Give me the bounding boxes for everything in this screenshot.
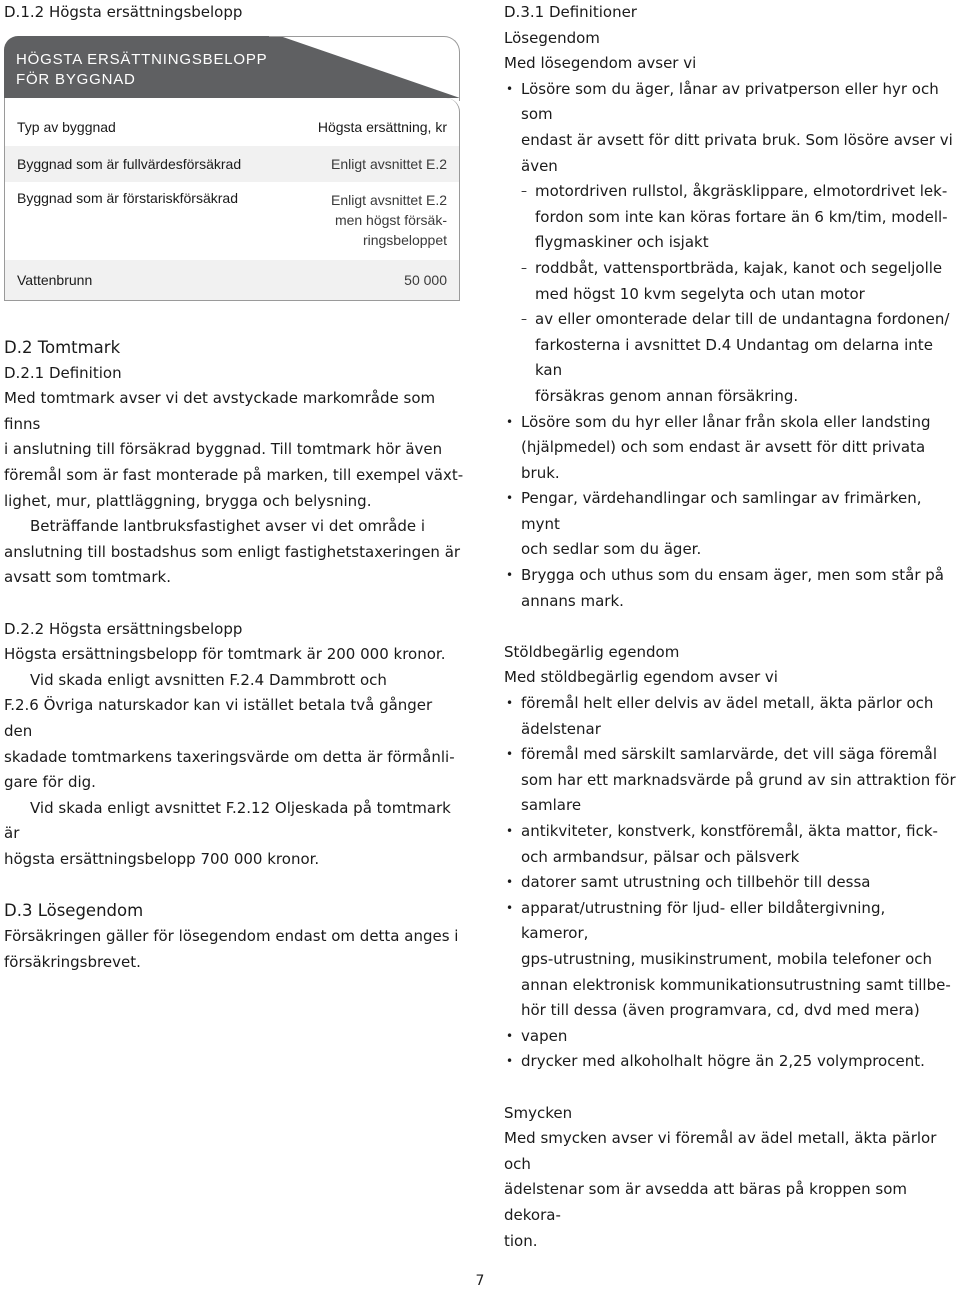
subheading-smycken: Smycken	[504, 1103, 573, 1122]
list-item: • Pengar, värdehandlingar och samlingar av frimärken, mynt och sedlar som du äger.	[504, 486, 956, 563]
list-item: – roddbåt, vattensportbräda, kajak, kanot och segeljolle med högst 10 kvm segelyta och utan motor	[521, 256, 956, 307]
max-compensation-table	[4, 36, 460, 301]
list-item: • apparat/utrustning för ljud- eller bildåtergivning, kameror, gps-utrustning, musikinstrument, mobila telefoner och annan elektronisk kommunikationsutrustning samt tillbe- hör till dessa (även programvara, cd, dvd med mera)	[504, 896, 956, 1024]
subheading-losegendom: Lösegendom	[504, 28, 600, 47]
section-heading-d12: D.1.2 Högsta ersättningsbelopp	[4, 3, 243, 21]
right-column: D.3.1 Definitioner Lösegendom Med lösegendom avser vi • Lösöre som du äger, lånar av privatperson eller hyr och som endast är avsett för ditt privata bruk. Som lösöre avser vi även – motordriven rullstol, åkgräsklippare, elmotordrivet lek- fordon som inte kan köras fortare än 6 km/tim, modell- flygmaskiner och isjakt – roddbåt, vattensportbräda, kajak, kanot och segeljolle med högst 10 kvm segelyta och utan motor – av eller omonterade delar till de undantagna fordonen/ farkosterna i avsnittet D.4 Undantag om delarna inte kan försäkras genom annan försäkring. • Lösöre som du hyr eller lånar från skola eller landsting (hjälpmedel) och som endast är avsett för ditt privata bruk. • Pengar, värdehandlingar och samlingar av frimärken, mynt och sedlar som du äger. • Brygga och uthus som du ensam äger, men som står på annans mark. Stöldbegärlig egendom Med stöldbegärlig egendom avser vi • föremål helt eller delvis av ädel metall, äkta pärlor och ädelstenar • föremål med särskilt samlarvärde, det vill säga föremål som har ett marknadsvärde på grund av sin attraktion för samlare • antikviteter, konstverk, konstföremål, äkta mattor, fick- och armbandsur, pälsar och pälsverk • datorer samt utrustning och tillbehör till dessa • apparat/utrustning för ljud- eller bildåtergivning, kameror, gps-utrustning, musikinstrument, mobila telefoner och annan elektronisk kommunikationsutrustning samt tillbe- hör till dessa (även programvara, cd, dvd med mera) • vapen • drycker med alkoholhalt högre än 2,25 volymprocent. Smycken Med smycken avser vi föremål av ädel metall, äkta pärlor och ädelstenar som är avsedda att bäras på kroppen som dekora- tion.	[504, 0, 956, 1254]
section-heading-d3: D.3 Lösegendom	[4, 901, 144, 921]
section-heading-d22: D.2.2 Högsta ersättningsbelopp	[4, 619, 243, 638]
table-title: HÖGSTA ERSÄTTNINGSBELOPP FÖR BYGGNAD	[16, 50, 268, 88]
table-wrap	[4, 36, 460, 98]
table-row: Vattenbrunn 50 000	[5, 260, 459, 300]
list-item: • datorer samt utrustning och tillbehör till dessa	[504, 870, 956, 896]
sub-list	[521, 179, 956, 409]
section-heading-d31: D.3.1 Definitioner	[504, 3, 637, 21]
list-item: • antikviteter, konstverk, konstföremål, äkta mattor, fick- och armbandsur, pälsar och pälsverk	[504, 819, 956, 870]
subheading-stoldbegarlig: Stöldbegärlig egendom	[504, 642, 680, 661]
left-column: D.1.2 Högsta ersättningsbelopp HÖGSTA ERSÄTTNINGSBELOPP FÖR BYGGNAD Typ av byggnad Högsta ersättning, kr Byggnad som är fullvärdesförsäkrad Enligt avsnittet E.2 Byggnad som är förstariskförsäkrad Enligt avsnittet E.2 men högst försäk- ringsbeloppet Vattenbrunn 50 000 D.2 Tomtmark D.2.1 Definition Med tomtmark avser vi det avstyckade markområde som finns i anslutning till försäkrad byggnad. Till tomtmark hör även föremål som är fast monterade på marken, till exempel växt- lighet, mur, plattläggning, brygga och belysning. Beträffande lantbruksfastighet avser vi det område i anslutning till bostadshus som enligt fastighetstaxeringen är avsatt som tomtmark. D.2.2 Högsta ersättningsbelopp Högsta ersättningsbelopp för tomtmark är 200 000 kronor. Vid skada enligt avsnitten F.2.4 Dammbrott och F.2.6 Övriga naturskador kan vi istället betala två gånger den skadade tomtmarkens taxeringsvärde om detta är förmånli- gare för dig. Vid skada enligt avsnittet F.2.12 Oljeskada på tomtmark är högsta ersättningsbelopp 700 000 kronor. D.3 Lösegendom Försäkringen gäller för lösegendom endast om detta anges i försäkringsbrevet.	[4, 0, 464, 975]
section-heading-d21: D.2.1 Definition	[4, 363, 122, 382]
list-item: • Brygga och uthus som du ensam äger, men som står på annans mark.	[504, 563, 956, 614]
page-number: 7	[475, 1273, 485, 1289]
losegendom-list	[504, 77, 956, 614]
stoldbegarlig-list	[504, 691, 956, 1075]
list-item: • drycker med alkoholhalt högre än 2,25 volymprocent.	[504, 1049, 956, 1075]
list-item: • föremål helt eller delvis av ädel metall, äkta pärlor och ädelstenar	[504, 691, 956, 742]
list-item: • Lösöre som du hyr eller lånar från skola eller landsting (hjälpmedel) och som endast är avsett för ditt privata bruk.	[504, 410, 956, 487]
list-item: • föremål med särskilt samlarvärde, det vill säga föremål som har ett marknadsvärde på grund av sin attraktion för samlare	[504, 742, 956, 819]
list-item: • vapen	[504, 1024, 956, 1050]
table-row: Byggnad som är fullvärdesförsäkrad Enligt avsnittet E.2	[5, 146, 459, 182]
table-row: Byggnad som är förstariskförsäkrad Enligt avsnittet E.2 men högst försäk- ringsbeloppet	[17, 189, 447, 248]
table-body	[4, 98, 460, 301]
table-header-band	[4, 36, 460, 98]
list-item: – motordriven rullstol, åkgräsklippare, elmotordrivet lek- fordon som inte kan köras fortare än 6 km/tim, modell- flygmaskiner och isjakt	[521, 179, 956, 256]
section-heading-d2: D.2 Tomtmark	[4, 337, 121, 357]
list-item: – av eller omonterade delar till de undantagna fordonen/ farkosterna i avsnittet D.4 Undantag om delarna inte kan försäkras genom annan försäkring.	[521, 307, 956, 409]
table-column-header: Typ av byggnad Högsta ersättning, kr	[17, 118, 447, 135]
list-item: • Lösöre som du äger, lånar av privatperson eller hyr och som endast är avsett för ditt privata bruk. Som lösöre avser vi även – motordriven rullstol, åkgräsklippare, elmotordrivet lek- fordon som inte kan köras fortare än 6 km/tim, modell- flygmaskiner och isjakt – roddbåt, vattensportbräda, kajak, kanot och segeljolle med högst 10 kvm segelyta och utan motor – av eller omonterade delar till de undantagna fordonen/ farkosterna i avsnittet D.4 Undantag om delarna inte kan försäkras genom annan försäkring.	[504, 77, 956, 410]
